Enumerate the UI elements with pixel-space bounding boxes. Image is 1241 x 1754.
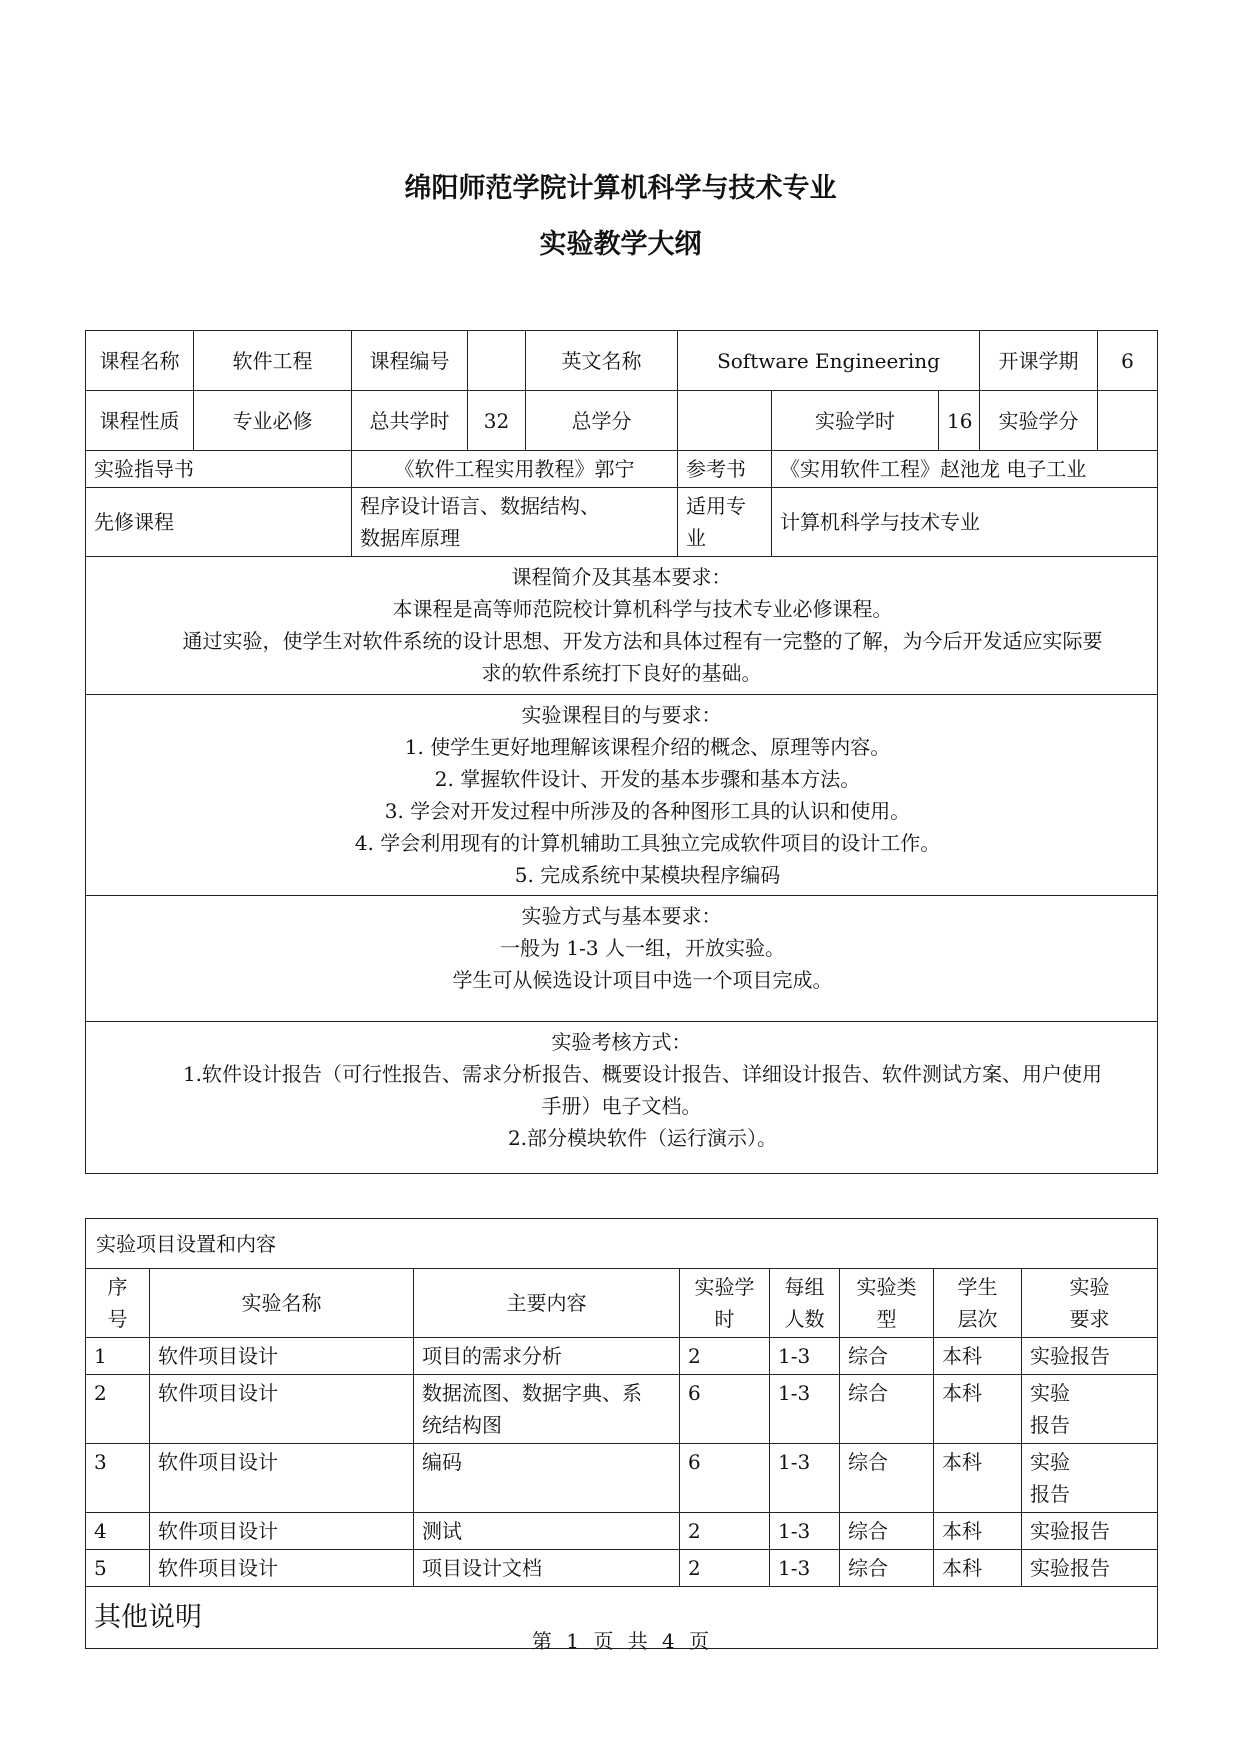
doc-title-line1: 绵阳师范学院计算机科学与技术专业 xyxy=(404,173,837,204)
course-code-label: 课程编号 xyxy=(352,331,468,391)
prereq-line1: 程序设计语言、数据结构、 xyxy=(360,494,600,518)
lab-credits-label: 实验学分 xyxy=(980,391,1098,451)
col-seq: 序 号 xyxy=(86,1269,150,1338)
assessment-p1-line2: 手册）电子文档。 xyxy=(541,1094,702,1118)
major-value: 计算机科学与技术专业 xyxy=(772,488,1158,557)
col-req: 实验 要求 xyxy=(1022,1269,1158,1338)
table-row: 1 软件项目设计 项目的需求分析 2 1-3 综合 本科 实验报告 xyxy=(86,1338,1158,1375)
english-name-label: 英文名称 xyxy=(526,331,678,391)
english-name-value: Software Engineering xyxy=(678,331,980,391)
projects-heading: 实验项目设置和内容 xyxy=(86,1219,1158,1269)
total-credits-value xyxy=(678,391,772,451)
table-row: 4 软件项目设计 测试 2 1-3 综合 本科 实验报告 xyxy=(86,1513,1158,1550)
goal-item: 4. 学会利用现有的计算机辅助工具独立完成软件项目的设计工作。 xyxy=(354,831,941,855)
guide-value: 《软件工程实用教程》郭宁 xyxy=(352,451,678,488)
table-row: 2 软件项目设计 数据流图、数据字典、系 统结构图 6 1-3 综合 本科 实验 报告 xyxy=(86,1375,1158,1444)
goal-item: 3. 学会对开发过程中所涉及的各种图形工具的认识和使用。 xyxy=(384,799,911,823)
intro-heading: 课程简介及其基本要求： xyxy=(511,565,732,589)
total-credits-label: 总学分 xyxy=(526,391,678,451)
reference-label: 参考书 xyxy=(678,451,772,488)
goal-item: 1. 使学生更好地理解该课程介绍的概念、原理等内容。 xyxy=(404,735,891,759)
prereq-label: 先修课程 xyxy=(86,488,352,557)
guide-label: 实验指导书 xyxy=(86,451,352,488)
other-notes: 其他说明 xyxy=(86,1587,1158,1649)
assessment-p2: 2.部分模块软件（运行演示）。 xyxy=(507,1126,778,1150)
prereq-line2: 数据库原理 xyxy=(360,526,460,550)
projects-table xyxy=(85,1218,1158,1649)
goal-item: 5. 完成系统中某模块程序编码 xyxy=(514,863,781,887)
col-content: 主要内容 xyxy=(414,1269,680,1338)
page-footer: 第 1 页 共 4 页 xyxy=(531,1629,710,1653)
course-info-table xyxy=(85,330,1158,1174)
course-name-label: 课程名称 xyxy=(86,331,194,391)
table-row: 5 软件项目设计 项目设计文档 2 1-3 综合 本科 实验报告 xyxy=(86,1550,1158,1587)
lab-hours-label: 实验学时 xyxy=(772,391,939,451)
semester-value: 6 xyxy=(1098,331,1158,391)
course-name-value: 软件工程 xyxy=(194,331,352,391)
lab-hours-value: 16 xyxy=(939,391,980,451)
col-level: 学生 层次 xyxy=(934,1269,1022,1338)
nature-label: 课程性质 xyxy=(86,391,194,451)
method-heading: 实验方式与基本要求： xyxy=(521,904,722,928)
col-hours: 实验学 时 xyxy=(680,1269,770,1338)
goal-item: 2. 掌握软件设计、开发的基本步骤和基本方法。 xyxy=(434,767,861,791)
course-code-value xyxy=(468,331,526,391)
assessment-section xyxy=(86,1022,1158,1174)
col-type: 实验类 型 xyxy=(840,1269,934,1338)
major-label: 适用专业 xyxy=(678,488,772,557)
intro-section xyxy=(86,557,1158,695)
assessment-heading: 实验考核方式： xyxy=(551,1030,692,1054)
table-row: 3 软件项目设计 编码 6 1-3 综合 本科 实验 报告 xyxy=(86,1444,1158,1513)
total-hours-value: 32 xyxy=(468,391,526,451)
intro-p2-line1: 通过实验，使学生对软件系统的设计思想、开发方法和具体过程有一完整的了解，为今后开发适应实际要 xyxy=(182,629,1103,653)
goals-section xyxy=(86,695,1158,896)
goals-heading: 实验课程目的与要求： xyxy=(521,703,722,727)
col-group: 每组 人数 xyxy=(770,1269,840,1338)
method-p1: 一般为 1-3 人一组，开放实验。 xyxy=(500,936,785,960)
doc-title-line2: 实验教学大纲 xyxy=(539,229,702,260)
semester-label: 开课学期 xyxy=(980,331,1098,391)
method-p2: 学生可从候选设计项目中选一个项目完成。 xyxy=(452,968,833,992)
prereq-value xyxy=(352,488,678,557)
intro-p2-line2: 求的软件系统打下良好的基础。 xyxy=(481,661,762,685)
assessment-p1-line1: 1.软件设计报告（可行性报告、需求分析报告、概要设计报告、详细设计报告、软件测试方案、用户使用 xyxy=(182,1062,1103,1086)
intro-p1: 本课程是高等师范院校计算机科学与技术专业必修课程。 xyxy=(392,597,893,621)
reference-value: 《实用软件工程》赵池龙 电子工业 xyxy=(772,451,1158,488)
col-name: 实验名称 xyxy=(150,1269,414,1338)
total-hours-label: 总共学时 xyxy=(352,391,468,451)
lab-credits-value xyxy=(1098,391,1158,451)
nature-value: 专业必修 xyxy=(194,391,352,451)
method-section xyxy=(86,896,1158,1022)
